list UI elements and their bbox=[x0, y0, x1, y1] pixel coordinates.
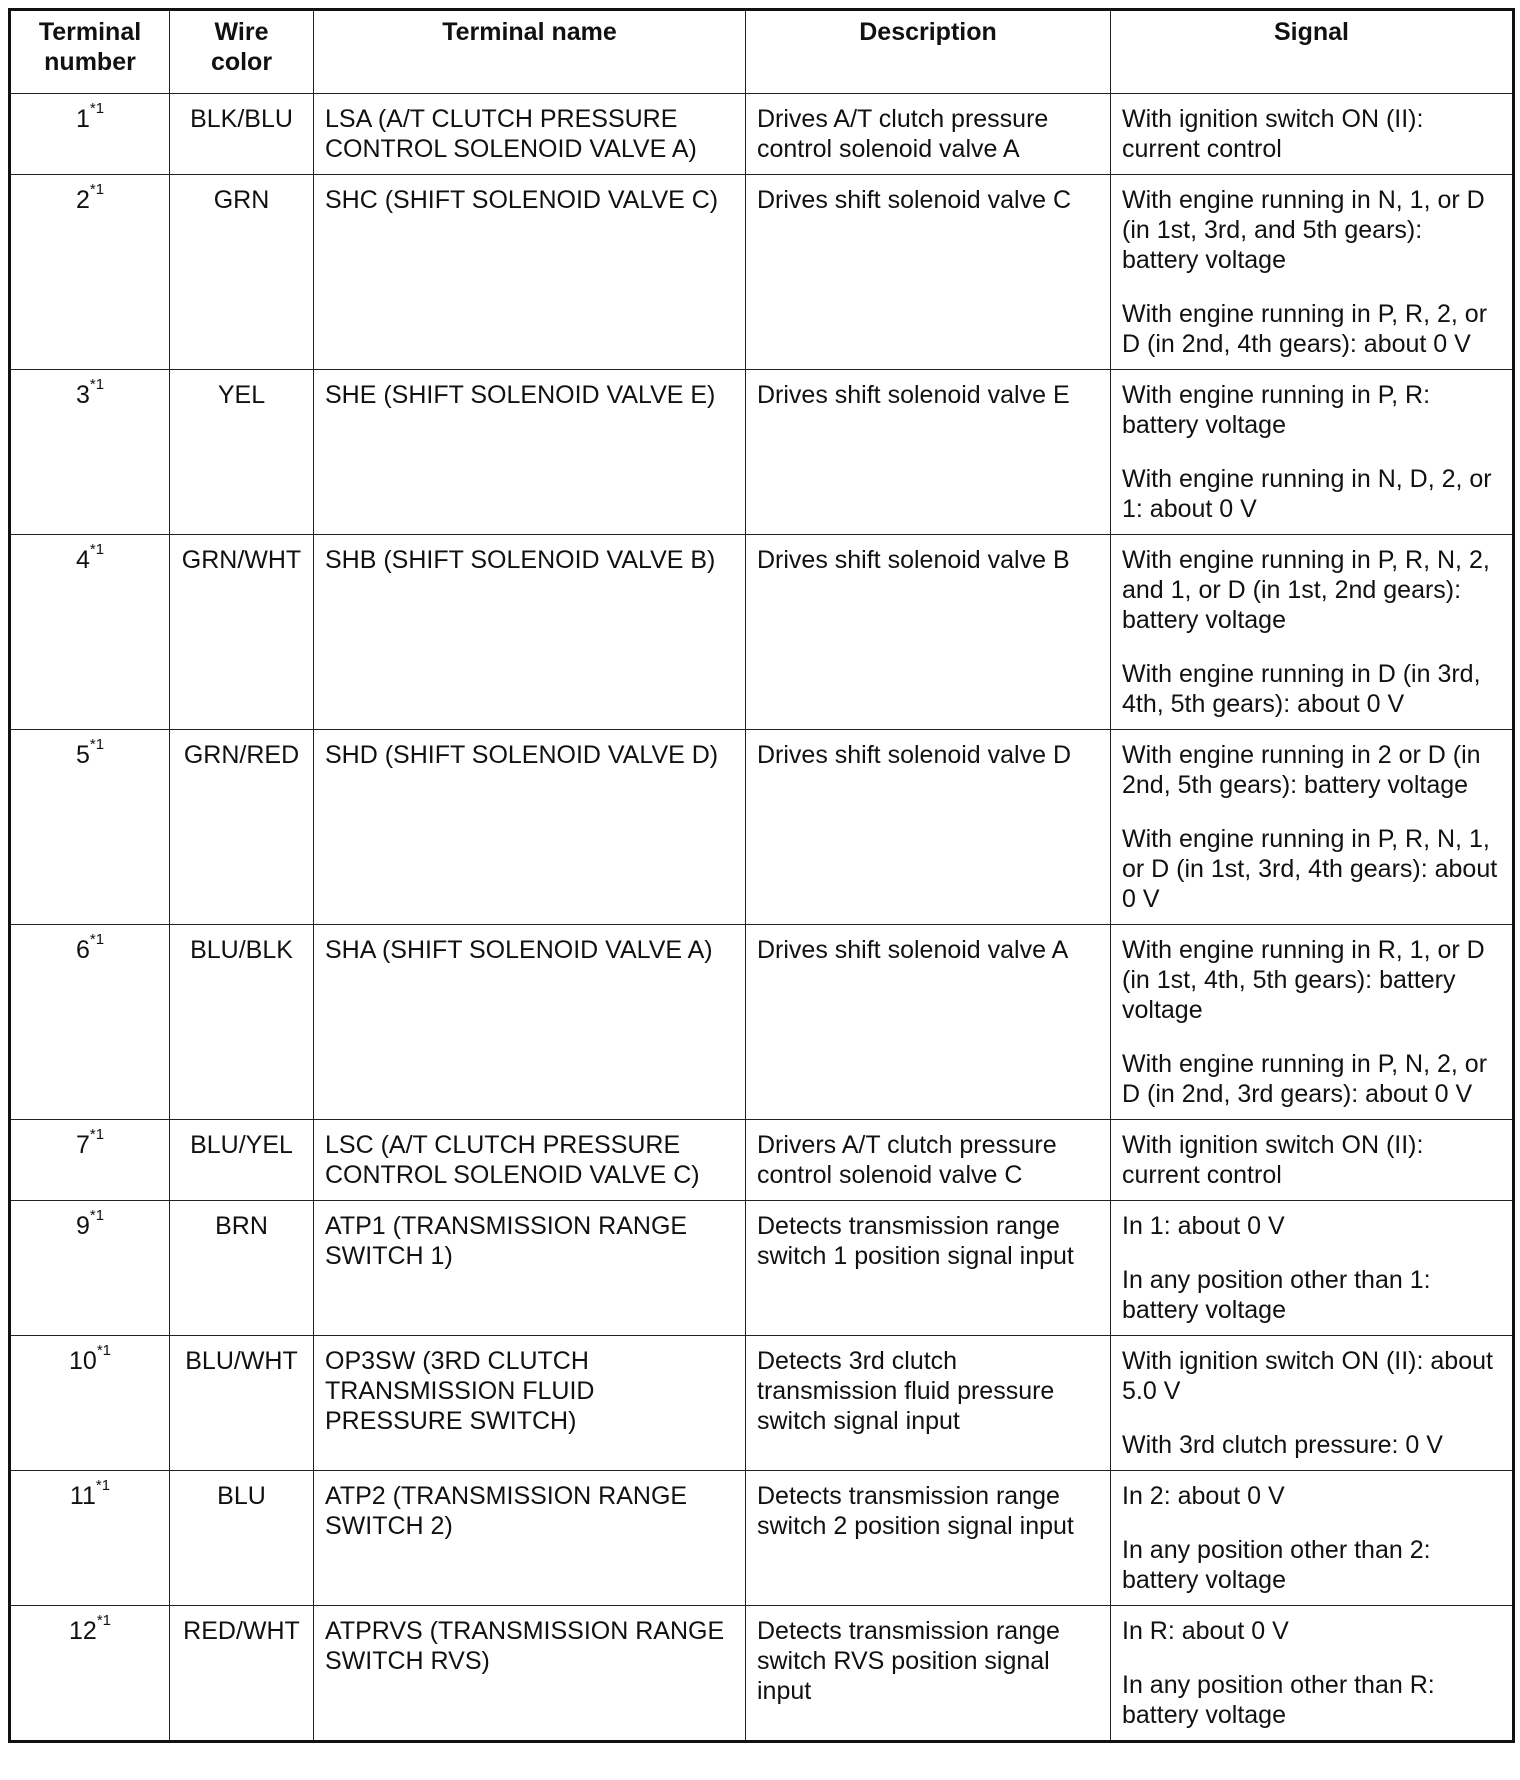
description-cell: Drives shift solenoid valve E bbox=[746, 370, 1111, 535]
description-cell: Drives shift solenoid valve B bbox=[746, 535, 1111, 730]
terminal-name-cell: SHB (SHIFT SOLENOID VALVE B) bbox=[314, 535, 746, 730]
header-terminal-name: Terminal name bbox=[314, 10, 746, 94]
footnote-marker: *1 bbox=[89, 1207, 105, 1224]
signal-condition: With engine running in D (in 3rd, 4th, 5th gears): about 0 V bbox=[1122, 660, 1481, 718]
signal-cell bbox=[1111, 1201, 1514, 1336]
terminal-number: 6 bbox=[75, 936, 90, 964]
table-row bbox=[10, 94, 1514, 175]
table-row bbox=[10, 535, 1514, 730]
table-row bbox=[10, 730, 1514, 925]
description-cell: Detects transmission range switch 1 position signal input bbox=[746, 1201, 1111, 1336]
footnote-marker: *1 bbox=[96, 1342, 111, 1359]
terminal-name-cell: SHA (SHIFT SOLENOID VALVE A) bbox=[314, 925, 746, 1120]
terminal-number: 9 bbox=[75, 1212, 90, 1240]
terminal-number-cell bbox=[10, 1201, 170, 1336]
wire-color-cell: GRN bbox=[170, 175, 314, 370]
wire-color-cell: BRN bbox=[170, 1201, 314, 1336]
terminal-number: 12 bbox=[69, 1617, 97, 1645]
terminal-table-page bbox=[8, 8, 1512, 1743]
signal-condition: With engine running in P, R, N, 2, and 1, or D (in 1st, 2nd gears): battery voltage bbox=[1122, 546, 1490, 634]
footnote-marker: *1 bbox=[89, 541, 105, 558]
signal-condition: With engine running in P, R: battery voltage bbox=[1122, 381, 1431, 439]
signal-cell bbox=[1111, 535, 1514, 730]
wire-color-cell: RED/WHT bbox=[170, 1606, 314, 1742]
table-row bbox=[10, 1471, 1514, 1606]
footnote-marker: *1 bbox=[89, 100, 105, 117]
signal-condition: In 1: about 0 V bbox=[1122, 1212, 1285, 1240]
wire-color-cell: BLU/BLK bbox=[170, 925, 314, 1120]
wire-color-cell: BLU/WHT bbox=[170, 1336, 314, 1471]
table-row bbox=[10, 370, 1514, 535]
terminal-number: 10 bbox=[69, 1347, 97, 1375]
wire-color-cell: BLU bbox=[170, 1471, 314, 1606]
terminal-name-cell: SHE (SHIFT SOLENOID VALVE E) bbox=[314, 370, 746, 535]
signal-cell bbox=[1111, 94, 1514, 175]
terminal-number-cell bbox=[10, 1606, 170, 1742]
header-wire-color: Wire color bbox=[170, 10, 314, 94]
table-row bbox=[10, 1606, 1514, 1742]
terminal-name-cell: ATP1 (TRANSMISSION RANGE SWITCH 1) bbox=[314, 1201, 746, 1336]
table-row bbox=[10, 925, 1514, 1120]
table-row bbox=[10, 1120, 1514, 1201]
signal-cell bbox=[1111, 1471, 1514, 1606]
terminal-name-cell: ATP2 (TRANSMISSION RANGE SWITCH 2) bbox=[314, 1471, 746, 1606]
signal-condition: With ignition switch ON (II): about 5.0 V bbox=[1122, 1347, 1493, 1405]
table-row bbox=[10, 1336, 1514, 1471]
header-signal: Signal bbox=[1111, 10, 1514, 94]
terminal-number-cell bbox=[10, 925, 170, 1120]
header-row bbox=[10, 10, 1514, 94]
terminal-number: 11 bbox=[69, 1482, 96, 1510]
signal-condition: In 2: about 0 V bbox=[1122, 1482, 1285, 1510]
terminal-number-cell bbox=[10, 1471, 170, 1606]
terminal-number-cell bbox=[10, 1336, 170, 1471]
terminal-number: 7 bbox=[75, 1131, 90, 1159]
signal-cell bbox=[1111, 1336, 1514, 1471]
terminal-name-cell: ATPRVS (TRANSMISSION RANGE SWITCH RVS) bbox=[314, 1606, 746, 1742]
table-row bbox=[10, 1201, 1514, 1336]
table-header bbox=[10, 10, 1514, 94]
signal-condition: In R: about 0 V bbox=[1122, 1617, 1289, 1645]
terminal-number: 3 bbox=[75, 381, 90, 409]
description-cell: Drives A/T clutch pressure control solenoid valve A bbox=[746, 94, 1111, 175]
signal-condition: With engine running in P, R, N, 1, or D (in 1st, 3rd, 4th gears): about 0 V bbox=[1122, 825, 1498, 913]
signal-condition: In any position other than R: battery voltage bbox=[1122, 1671, 1435, 1729]
wire-color-cell: YEL bbox=[170, 370, 314, 535]
terminal-number-cell bbox=[10, 370, 170, 535]
terminal-number-cell bbox=[10, 94, 170, 175]
header-terminal-number: Terminal number bbox=[10, 10, 170, 94]
footnote-marker: *1 bbox=[89, 376, 105, 393]
footnote-marker: *1 bbox=[89, 181, 105, 198]
signal-cell bbox=[1111, 175, 1514, 370]
signal-cell bbox=[1111, 370, 1514, 535]
terminal-number: 2 bbox=[75, 186, 90, 214]
description-cell: Detects transmission range switch RVS position signal input bbox=[746, 1606, 1111, 1742]
terminal-number: 4 bbox=[75, 546, 90, 574]
terminal-name-cell: SHD (SHIFT SOLENOID VALVE D) bbox=[314, 730, 746, 925]
description-cell: Drivers A/T clutch pressure control solenoid valve C bbox=[746, 1120, 1111, 1201]
footnote-marker: *1 bbox=[95, 1477, 111, 1494]
signal-cell bbox=[1111, 730, 1514, 925]
table-body bbox=[10, 94, 1514, 1742]
signal-condition: With 3rd clutch pressure: 0 V bbox=[1122, 1431, 1443, 1459]
signal-condition: With engine running in N, 1, or D (in 1st, 3rd, and 5th gears): battery voltage bbox=[1122, 186, 1485, 274]
terminal-name-cell: LSC (A/T CLUTCH PRESSURE CONTROL SOLENOID VALVE C) bbox=[314, 1120, 746, 1201]
wire-color-cell: BLK/BLU bbox=[170, 94, 314, 175]
signal-condition: In any position other than 2: battery voltage bbox=[1122, 1536, 1431, 1594]
terminal-number: 5 bbox=[75, 741, 90, 769]
description-cell: Drives shift solenoid valve C bbox=[746, 175, 1111, 370]
terminal-number-cell bbox=[10, 535, 170, 730]
signal-condition: With ignition switch ON (II): current control bbox=[1122, 105, 1424, 163]
signal-cell bbox=[1111, 1120, 1514, 1201]
terminal-number-cell bbox=[10, 175, 170, 370]
footnote-marker: *1 bbox=[89, 1126, 105, 1143]
wire-color-cell: GRN/RED bbox=[170, 730, 314, 925]
footnote-marker: *1 bbox=[96, 1612, 111, 1629]
signal-condition: With engine running in 2 or D (in 2nd, 5th gears): battery voltage bbox=[1122, 741, 1481, 799]
terminal-number-cell bbox=[10, 1120, 170, 1201]
signal-condition: With engine running in P, R, 2, or D (in 2nd, 4th gears): about 0 V bbox=[1122, 300, 1488, 358]
terminal-name-cell: SHC (SHIFT SOLENOID VALVE C) bbox=[314, 175, 746, 370]
header-description: Description bbox=[746, 10, 1111, 94]
description-cell: Drives shift solenoid valve A bbox=[746, 925, 1111, 1120]
terminal-name-cell: OP3SW (3RD CLUTCH TRANSMISSION FLUID PRESSURE SWITCH) bbox=[314, 1336, 746, 1471]
table-row bbox=[10, 175, 1514, 370]
signal-condition: With engine running in P, N, 2, or D (in 2nd, 3rd gears): about 0 V bbox=[1122, 1050, 1488, 1108]
signal-condition: With engine running in N, D, 2, or 1: about 0 V bbox=[1122, 465, 1492, 523]
signal-condition: With ignition switch ON (II): current control bbox=[1122, 1131, 1424, 1189]
wire-color-cell: BLU/YEL bbox=[170, 1120, 314, 1201]
terminal-number: 1 bbox=[75, 105, 90, 133]
signal-cell bbox=[1111, 925, 1514, 1120]
terminal-table bbox=[8, 8, 1515, 1743]
footnote-marker: *1 bbox=[89, 736, 105, 753]
description-cell: Drives shift solenoid valve D bbox=[746, 730, 1111, 925]
footnote-marker: *1 bbox=[89, 931, 105, 948]
signal-condition: In any position other than 1: battery voltage bbox=[1122, 1266, 1431, 1324]
description-cell: Detects 3rd clutch transmission fluid pressure switch signal input bbox=[746, 1336, 1111, 1471]
description-cell: Detects transmission range switch 2 position signal input bbox=[746, 1471, 1111, 1606]
terminal-name-cell: LSA (A/T CLUTCH PRESSURE CONTROL SOLENOID VALVE A) bbox=[314, 94, 746, 175]
signal-condition: With engine running in R, 1, or D (in 1st, 4th, 5th gears): battery voltage bbox=[1122, 936, 1485, 1024]
signal-cell bbox=[1111, 1606, 1514, 1742]
terminal-number-cell bbox=[10, 730, 170, 925]
wire-color-cell: GRN/WHT bbox=[170, 535, 314, 730]
